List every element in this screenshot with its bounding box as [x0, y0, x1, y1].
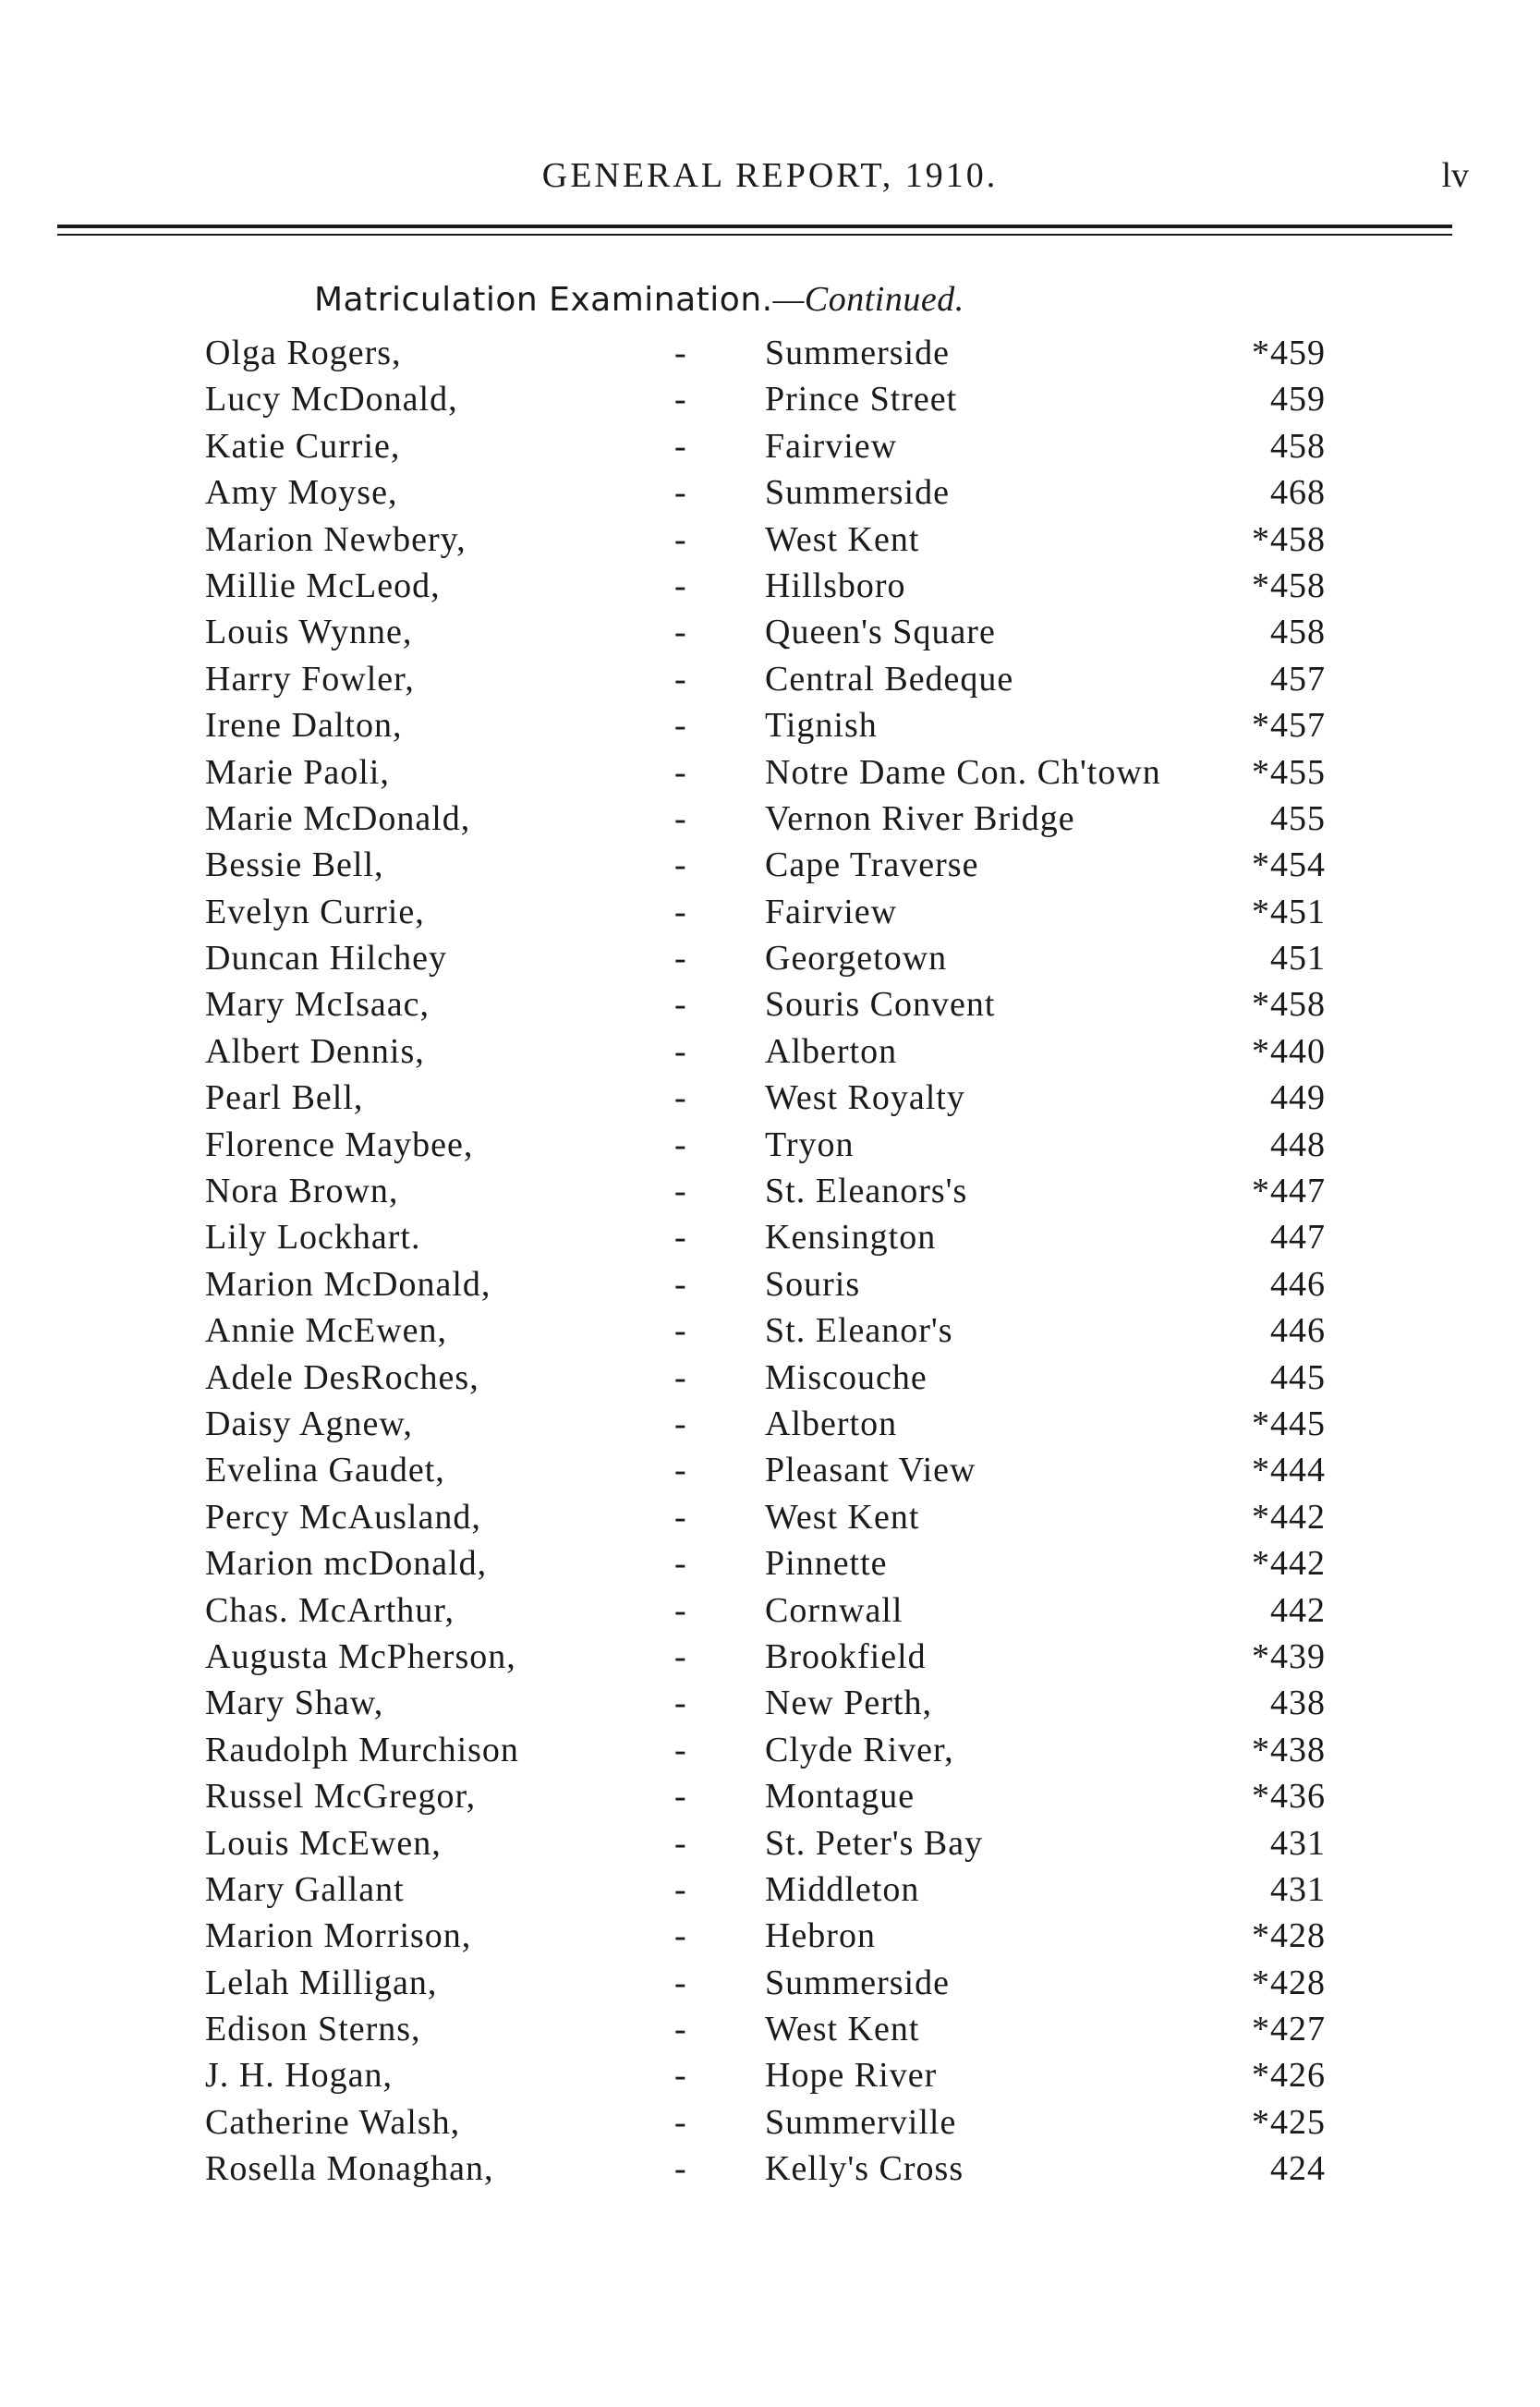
list-item — [0, 1077, 1540, 1124]
separator-dash: - — [674, 1031, 687, 1071]
school-place: Summerside — [765, 1963, 950, 2002]
list-item — [0, 612, 1540, 658]
score-value: *451 — [1252, 892, 1326, 931]
score-value: *425 — [1252, 2102, 1326, 2142]
separator-dash: - — [674, 1357, 687, 1397]
separator-dash: - — [674, 2102, 687, 2142]
list-item — [0, 798, 1540, 845]
candidate-name: Florence Maybee, — [205, 1124, 474, 1164]
score-value: *428 — [1252, 1916, 1326, 1956]
list-item — [0, 705, 1540, 751]
school-place: New Perth, — [765, 1684, 932, 1723]
school-place: St. Eleanors's — [765, 1172, 968, 1211]
score-value: 468 — [1270, 473, 1326, 513]
list-item — [0, 1915, 1540, 1962]
score-value: 449 — [1270, 1078, 1326, 1118]
school-place: Alberton — [765, 1031, 898, 1071]
candidate-name: Mary McIsaac, — [205, 985, 430, 1025]
score-value: *457 — [1252, 706, 1326, 746]
separator-dash: - — [674, 334, 687, 372]
school-place: Souris Convent — [765, 985, 996, 1025]
school-place: Brookfield — [765, 1636, 927, 1676]
list-item — [0, 2148, 1540, 2194]
separator-dash: - — [674, 519, 687, 559]
school-place: Prince Street — [765, 380, 958, 419]
separator-dash: - — [674, 706, 687, 746]
list-item — [0, 892, 1540, 938]
page-number: lv — [1441, 156, 1469, 195]
school-place: Summerville — [765, 2102, 957, 2142]
score-value: *458 — [1252, 985, 1326, 1025]
separator-dash: - — [674, 798, 687, 838]
candidate-name: Lily Lockhart. — [205, 1218, 421, 1258]
school-place: Cape Traverse — [765, 845, 979, 885]
section-heading-continued: —Continued. — [772, 280, 964, 319]
list-item — [0, 1031, 1540, 1077]
separator-dash: - — [674, 2149, 687, 2189]
list-item — [0, 1730, 1540, 1776]
score-value: *442 — [1252, 1544, 1326, 1584]
list-item — [0, 938, 1540, 984]
separator-dash: - — [674, 1730, 687, 1769]
score-value: *440 — [1252, 1031, 1326, 1071]
list-item — [0, 1450, 1540, 1496]
candidate-name: Nora Brown, — [205, 1172, 399, 1211]
school-place: West Kent — [765, 519, 920, 559]
list-item — [0, 1310, 1540, 1356]
list-item — [0, 1171, 1540, 1217]
score-value: 431 — [1270, 1823, 1326, 1863]
school-place: Miscouche — [765, 1357, 928, 1397]
candidate-name: Chas. McArthur, — [205, 1590, 455, 1630]
candidate-name: Pearl Bell, — [205, 1078, 364, 1118]
candidate-name: Augusta McPherson, — [205, 1636, 516, 1676]
school-place: Clyde River, — [765, 1730, 954, 1769]
school-place: Alberton — [765, 1404, 898, 1443]
candidate-name: Evelina Gaudet, — [205, 1451, 445, 1490]
header-rule-thin — [57, 234, 1452, 236]
score-value: *458 — [1252, 565, 1326, 605]
school-place: West Royalty — [765, 1078, 965, 1118]
candidate-name: Mary Gallant — [205, 1869, 405, 1909]
separator-dash: - — [674, 1636, 687, 1676]
school-place: Notre Dame Con. Ch'town — [765, 752, 1161, 792]
candidate-name: Marie McDonald, — [205, 798, 471, 838]
separator-dash: - — [674, 613, 687, 652]
candidate-name: Mary Shaw, — [205, 1684, 384, 1723]
section-heading-text: Matriculation Examination. — [314, 281, 773, 319]
separator-dash: - — [674, 752, 687, 792]
separator-dash: - — [674, 473, 687, 513]
list-item — [0, 379, 1540, 425]
score-value: 455 — [1270, 798, 1326, 838]
school-place: Kelly's Cross — [765, 2149, 964, 2189]
candidate-name: Millie McLeod, — [205, 565, 441, 605]
list-item — [0, 1776, 1540, 1822]
score-value: 442 — [1270, 1590, 1326, 1630]
results-list — [0, 333, 1540, 2195]
list-item — [0, 752, 1540, 798]
candidate-name: Harry Fowler, — [205, 659, 415, 699]
candidate-name: Evelyn Currie, — [205, 892, 425, 931]
separator-dash: - — [674, 565, 687, 605]
separator-dash: - — [674, 1590, 687, 1630]
score-value: 438 — [1270, 1684, 1326, 1723]
candidate-name: Daisy Agnew, — [205, 1404, 413, 1443]
school-place: Montague — [765, 1777, 916, 1817]
score-value: *445 — [1252, 1404, 1326, 1443]
list-item — [0, 333, 1540, 379]
score-value: *436 — [1252, 1777, 1326, 1817]
separator-dash: - — [674, 1451, 687, 1490]
score-value: *439 — [1252, 1636, 1326, 1676]
separator-dash: - — [674, 1311, 687, 1351]
separator-dash: - — [674, 426, 687, 466]
list-item — [0, 1590, 1540, 1636]
score-value: 451 — [1270, 939, 1326, 979]
score-value: 424 — [1270, 2149, 1326, 2189]
school-place: Hillsboro — [765, 565, 906, 605]
score-value: 445 — [1270, 1357, 1326, 1397]
score-value: *459 — [1252, 334, 1326, 372]
school-place: Vernon River Bridge — [765, 798, 1075, 838]
candidate-name: Bessie Bell, — [205, 845, 384, 885]
separator-dash: - — [674, 1404, 687, 1443]
candidate-name: Marion Newbery, — [205, 519, 467, 559]
score-value: 446 — [1270, 1311, 1326, 1351]
list-item — [0, 2009, 1540, 2055]
list-item — [0, 565, 1540, 612]
score-value: *454 — [1252, 845, 1326, 885]
candidate-name: Louis McEwen, — [205, 1823, 442, 1863]
school-place: Fairview — [765, 426, 898, 466]
separator-dash: - — [674, 1078, 687, 1118]
score-value: 458 — [1270, 426, 1326, 466]
score-value: *427 — [1252, 2010, 1326, 2049]
school-place: Pleasant View — [765, 1451, 976, 1490]
separator-dash: - — [674, 1497, 687, 1537]
list-item — [0, 1124, 1540, 1171]
candidate-name: Percy McAusland, — [205, 1497, 481, 1537]
school-place: Pinnette — [765, 1544, 888, 1584]
candidate-name: Amy Moyse, — [205, 473, 398, 513]
school-place: St. Eleanor's — [765, 1311, 953, 1351]
score-value: *455 — [1252, 752, 1326, 792]
school-place: Middleton — [765, 1869, 920, 1909]
candidate-name: Marion Morrison, — [205, 1916, 472, 1956]
header-rule-thick — [57, 225, 1452, 228]
list-item — [0, 2055, 1540, 2101]
list-item — [0, 845, 1540, 891]
separator-dash: - — [674, 1823, 687, 1863]
candidate-name: J. H. Hogan, — [205, 2056, 394, 2096]
score-value: 459 — [1270, 380, 1326, 419]
list-item — [0, 1543, 1540, 1589]
candidate-name: Marie Paoli, — [205, 752, 390, 792]
score-value: *426 — [1252, 2056, 1326, 2096]
list-item — [0, 1404, 1540, 1450]
school-place: Tryon — [765, 1124, 855, 1164]
candidate-name: Albert Dennis, — [205, 1031, 425, 1071]
score-value: 446 — [1270, 1264, 1326, 1304]
separator-dash: - — [674, 1124, 687, 1164]
score-value: *444 — [1252, 1451, 1326, 1490]
school-place: Kensington — [765, 1218, 937, 1258]
separator-dash: - — [674, 1916, 687, 1956]
separator-dash: - — [674, 2056, 687, 2096]
section-heading — [314, 279, 964, 320]
candidate-name: Lucy McDonald, — [205, 380, 458, 419]
school-place: Fairview — [765, 892, 898, 931]
score-value: 448 — [1270, 1124, 1326, 1164]
list-item — [0, 1497, 1540, 1543]
school-place: West Kent — [765, 1497, 920, 1537]
school-place: Summerside — [765, 473, 950, 513]
list-item — [0, 1636, 1540, 1683]
separator-dash: - — [674, 939, 687, 979]
separator-dash: - — [674, 1544, 687, 1584]
school-place: Queen's Square — [765, 613, 996, 652]
candidate-name: Lelah Milligan, — [205, 1963, 438, 2002]
separator-dash: - — [674, 845, 687, 885]
score-value: *458 — [1252, 519, 1326, 559]
candidate-name: Edison Sterns, — [205, 2010, 421, 2049]
score-value: *428 — [1252, 1963, 1326, 2002]
candidate-name: Olga Rogers, — [205, 334, 402, 372]
separator-dash: - — [674, 1869, 687, 1909]
list-item — [0, 1683, 1540, 1729]
school-place: Tignish — [765, 706, 878, 746]
separator-dash: - — [674, 1172, 687, 1211]
separator-dash: - — [674, 892, 687, 931]
candidate-name: Louis Wynne, — [205, 613, 413, 652]
score-value: 431 — [1270, 1869, 1326, 1909]
separator-dash: - — [674, 985, 687, 1025]
school-place: Souris — [765, 1264, 861, 1304]
list-item — [0, 984, 1540, 1030]
score-value: *438 — [1252, 1730, 1326, 1769]
candidate-name: Marion mcDonald, — [205, 1544, 488, 1584]
school-place: Georgetown — [765, 939, 948, 979]
score-value: 458 — [1270, 613, 1326, 652]
list-item — [0, 1869, 1540, 1915]
school-place: Hope River — [765, 2056, 938, 2096]
candidate-name: Irene Dalton, — [205, 706, 403, 746]
separator-dash: - — [674, 1684, 687, 1723]
list-item — [0, 2102, 1540, 2148]
separator-dash: - — [674, 1264, 687, 1304]
school-place: Summerside — [765, 334, 950, 372]
score-value: 447 — [1270, 1218, 1326, 1258]
list-item — [0, 1264, 1540, 1310]
separator-dash: - — [674, 1777, 687, 1817]
candidate-name: Duncan Hilchey — [205, 939, 447, 979]
candidate-name: Annie McEwen, — [205, 1311, 448, 1351]
list-item — [0, 659, 1540, 705]
separator-dash: - — [674, 659, 687, 699]
score-value: *447 — [1252, 1172, 1326, 1211]
score-value: 457 — [1270, 659, 1326, 699]
list-item — [0, 519, 1540, 565]
school-place: Hebron — [765, 1916, 876, 1956]
page-header-title: GENERAL REPORT, 1910. — [541, 156, 999, 195]
list-item — [0, 472, 1540, 518]
list-item — [0, 1217, 1540, 1263]
school-place: Cornwall — [765, 1590, 903, 1630]
candidate-name: Catherine Walsh, — [205, 2102, 461, 2142]
list-item — [0, 1963, 1540, 2009]
candidate-name: Adele DesRoches, — [205, 1357, 479, 1397]
list-item — [0, 1357, 1540, 1404]
candidate-name: Marion McDonald, — [205, 1264, 491, 1304]
list-item — [0, 1823, 1540, 1869]
separator-dash: - — [674, 1963, 687, 2002]
school-place: West Kent — [765, 2010, 920, 2049]
separator-dash: - — [674, 380, 687, 419]
school-place: Central Bedeque — [765, 659, 1014, 699]
candidate-name: Rosella Monaghan, — [205, 2149, 494, 2189]
separator-dash: - — [674, 2010, 687, 2049]
candidate-name: Katie Currie, — [205, 426, 401, 466]
score-value: *442 — [1252, 1497, 1326, 1537]
candidate-name: Russel McGregor, — [205, 1777, 477, 1817]
separator-dash: - — [674, 1218, 687, 1258]
candidate-name: Raudolph Murchison — [205, 1730, 519, 1769]
list-item — [0, 426, 1540, 472]
school-place: St. Peter's Bay — [765, 1823, 984, 1863]
